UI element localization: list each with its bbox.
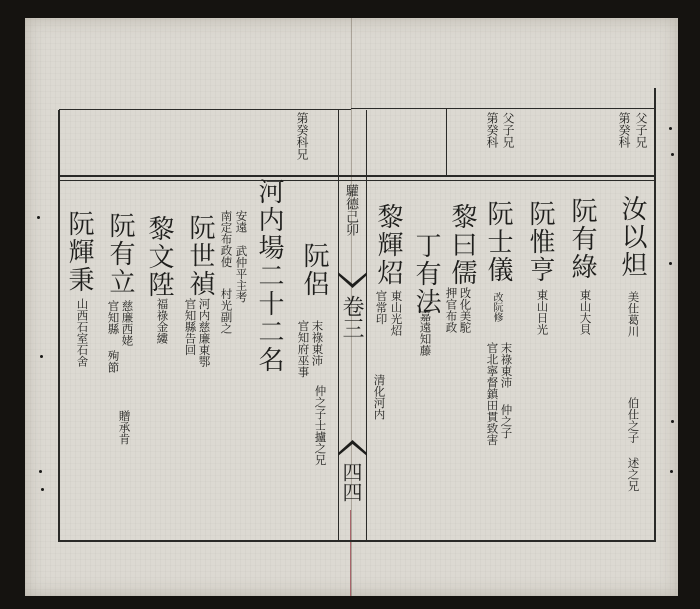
entry-note: 仲之子士攎之兄 [313,385,328,466]
entry-name: 阮有立 [105,212,135,296]
stitch-hole [670,470,673,473]
entry-name: 黎文陞 [144,215,174,299]
entry-note: 武仲平主考 [234,245,249,303]
entry-note: 末祿東沛 [499,342,514,388]
entry-sub: 官知府巫事 [296,320,311,378]
header-top-left [59,109,351,110]
entry-note: 官知縣 [106,300,121,335]
header-mid-col2: 第癸科 [485,112,499,148]
entry-note: 東山大貝 [578,289,593,335]
entry-sub: 贈承肯 [117,410,132,445]
entry-note: 官常印 [374,290,389,325]
stitch-hole [41,488,44,491]
page-number: 四四 [339,462,363,502]
stitch-hole [40,355,43,358]
stitch-hole [669,127,672,130]
entry-note: 伯仕之子 述之兄 [626,397,641,492]
entry-note: 仲之子 [499,404,514,439]
frame-top-inner [59,180,655,181]
entry-name: 黎曰儒 [447,203,477,287]
entry-sub: 改阮修 [491,292,502,322]
entry-name: 阮世禎 [185,214,215,298]
entry-note: 慈廉西姥 [120,300,135,346]
entry-name: 阮輝秉 [64,210,94,294]
entry-note: 攺化美駝 [458,287,473,333]
header-right-col1: 父子兄 [634,112,648,148]
entry-sub: 南定布政使 [219,210,234,268]
stitch-hole [39,470,42,473]
entry-sub: 殉節 [106,350,121,373]
stitch-hole [671,420,674,423]
header-left-col: 第癸科兄 [295,112,309,160]
center-title: 驩德己卯 [343,184,358,236]
entry-note: 嘉遠知藤 [418,310,433,356]
frame-right [654,88,656,542]
entry-note: 東山光炤 [389,290,404,336]
stitch-hole [669,262,672,265]
entry-sub: 官北寧督鎮田貫致害 [485,342,500,446]
header-right-col2: 第癸科 [617,112,631,148]
section-heading: 河内場二十二名 [254,178,284,374]
entry-note: 美仕葛川 [626,291,641,337]
entry-note: 安遠 [234,210,249,233]
fish-tail-lower [338,440,367,456]
entry-sub: 村光副之 [219,288,234,334]
entry-note: 官知縣告回 [183,298,198,356]
frame-top [59,175,655,177]
entry-name: 汝以炟 [617,195,647,279]
entry-name: 阮士儀 [483,200,513,284]
red-thread [350,510,351,596]
entry-note: 山西石室石舍 [75,298,90,367]
header-divider [446,108,447,176]
entry-name: 阮惟亨 [525,200,555,284]
entry-note: 末祿東沛 [310,320,325,366]
stitch-hole [37,216,40,219]
entry-note: 東山日光 [535,289,550,335]
frame-left [58,110,60,542]
center-note: 清化河内 [372,374,387,420]
entry-note: 押官布政 [444,287,459,333]
frame-bottom [59,540,655,542]
column-rule-right [366,110,367,540]
entry-name: 阮有綠 [567,197,597,281]
header-top-right [351,108,656,109]
entry-name: 丁有法 [411,232,441,316]
entry-note: 福祿金縷 [155,298,170,344]
entry-name: 黎輝炤 [373,203,403,287]
stitch-hole [671,153,674,156]
volume-label: 卷三 [339,295,364,339]
entry-note: 河内慈廉東鄂 [197,298,212,367]
entry-name: 阮侶 [299,242,329,298]
fish-tail-upper [338,272,367,288]
header-mid-col1: 父子兄 [501,112,515,148]
